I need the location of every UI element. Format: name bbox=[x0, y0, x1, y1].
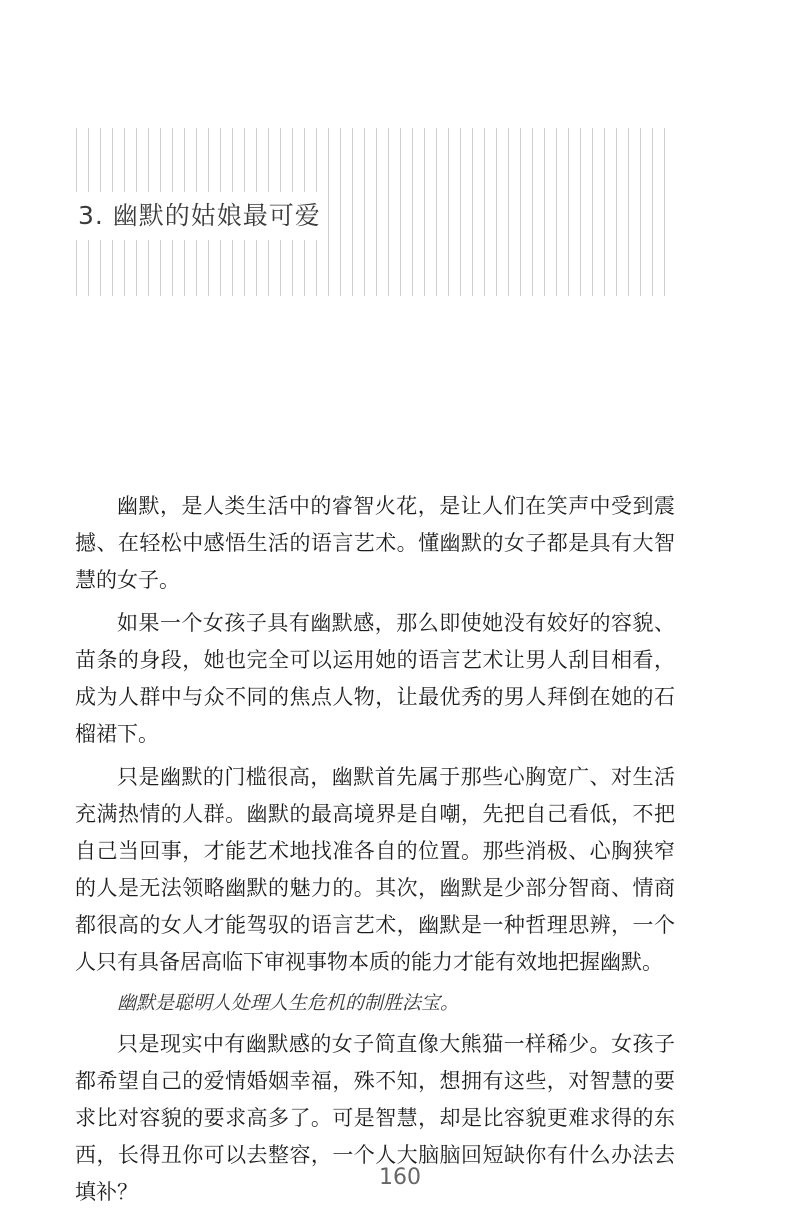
highlight-sentence: 幽默是聪明人处理人生危机的制胜法宝。 bbox=[117, 992, 460, 1014]
paragraph-5: 只是现实中有幽默感的女子简直像大熊猫一样稀少。女孩子都希望自己的爱情婚姻幸福，殊不知，想拥有这些，对智慧的要求比对容貌的要求高多了。可是智慧，却是比容貌更难求得的东西，长得丑你可以去整容，一个人大脑脑回短缺你有什么办法去填补？ bbox=[75, 1032, 675, 1204]
paragraph-3: 只是幽默的门槛很高，幽默首先属于那些心胸宽广、对生活充满热情的人群。幽默的最高境界是自嘲，先把自己看低，不把自己当回事，才能艺术地找准各自的位置。那些消极、心胸狭窄的人是无法领略幽默的魅力的。其次，幽默是少部分智商、情商都很高的女人才能驾驭的语言艺术，幽默是一种哲理思辨，一个人只有具备居高临下审视事物本质的能力才能有效地把握幽默。 bbox=[75, 765, 675, 974]
paragraph-1: 幽默，是人类生活中的睿智火花，是让人们在笑声中受到震撼、在轻松中感悟生活的语言艺术。懂幽默的女子都是具有大智慧的女子。 bbox=[75, 494, 675, 592]
page-number: 160 bbox=[379, 1165, 421, 1190]
chapter-title: 3. 幽默的姑娘最可爱 bbox=[78, 201, 321, 230]
paragraph-2: 如果一个女孩子具有幽默感，那么即使她没有姣好的容貌、苗条的身段，她也完全可以运用她的语言艺术让男人刮目相看，成为人群中与众不同的焦点人物，让最优秀的男人拜倒在她的石榴裙下。 bbox=[75, 611, 675, 746]
body-text bbox=[75, 488, 675, 1217]
